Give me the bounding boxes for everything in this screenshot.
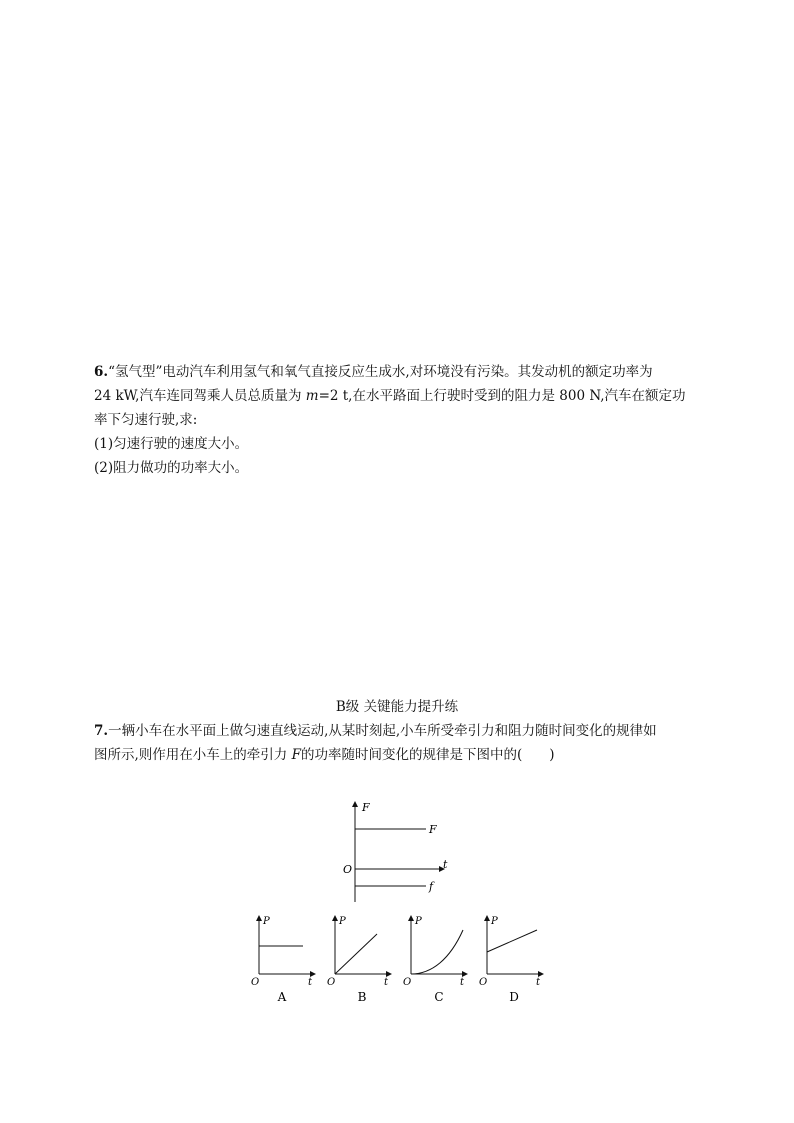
q7-text-2a: 图所示,则作用在小车上的牵引力	[94, 747, 292, 763]
power-b-y-label: P	[339, 916, 346, 927]
power-a-x-label: t	[308, 977, 313, 988]
power-d-y-label: P	[491, 916, 498, 927]
q7-line-1	[94, 721, 657, 741]
q6-number: 6.	[94, 364, 109, 380]
power-a-origin: O	[251, 977, 260, 988]
power-b-origin: O	[327, 977, 336, 988]
section-title: B级 关键能力提升练	[335, 699, 459, 715]
force-time-graph	[340, 798, 460, 903]
power-c-y-label: P	[415, 916, 422, 927]
q6-part-1: (1)匀速行驶的速度大小。	[94, 436, 249, 452]
traction-force-label: F	[429, 823, 437, 836]
power-a-y-label: P	[263, 916, 270, 927]
q6-text-1: “氢气型”电动汽车利用氢气和氧气直接反应生成水,对环境没有污染。其发动机的额定功率为	[108, 364, 653, 380]
q6-text-2a: 24 kW,汽车连同驾乘人员总质量为	[94, 388, 306, 404]
power-c-x-label: t	[460, 977, 465, 988]
power-d-x-label: t	[536, 977, 541, 988]
power-c-curve	[411, 930, 463, 974]
power-c-origin: O	[403, 977, 412, 988]
power-b-option-label: B	[357, 990, 367, 1004]
power-b-x-label: t	[384, 977, 389, 988]
power-graph-c	[400, 914, 475, 1006]
q6-text-2b: =2 t,在水平路面上行驶时受到的阻力是 800 N,汽车在额定功	[318, 388, 686, 404]
power-d-origin: O	[479, 977, 488, 988]
power-graph-b	[324, 914, 399, 1006]
power-d-curve	[487, 930, 537, 952]
power-a-option-label: A	[277, 990, 287, 1004]
power-graph-a	[248, 914, 323, 1006]
force-origin-label: O	[343, 863, 353, 876]
power-c-option-label: C	[434, 990, 444, 1004]
q6-line-3: 率下匀速行驶,求:	[94, 412, 198, 428]
q6-line-2	[94, 386, 686, 406]
q6-line-1	[94, 362, 653, 382]
q7-var-F: F	[291, 747, 301, 763]
q6-part-2: (2)阻力做功的功率大小。	[94, 460, 249, 476]
power-graph-d	[476, 914, 551, 1006]
q7-number: 7.	[94, 723, 109, 739]
power-d-option-label: D	[509, 990, 519, 1004]
force-x-axis-label: t	[443, 858, 448, 871]
q6-var-m: m	[305, 388, 319, 404]
q7-text-2b: 的功率随时间变化的规律是下图中的( )	[300, 747, 555, 763]
power-b-curve	[335, 934, 377, 974]
force-y-axis-label: F	[362, 801, 370, 814]
q7-line-2	[94, 745, 555, 765]
q7-text-1: 一辆小车在水平面上做匀速直线运动,从某时刻起,小车所受牵引力和阻力随时间变化的规律如	[108, 723, 657, 739]
resistance-force-label: f	[429, 880, 434, 893]
